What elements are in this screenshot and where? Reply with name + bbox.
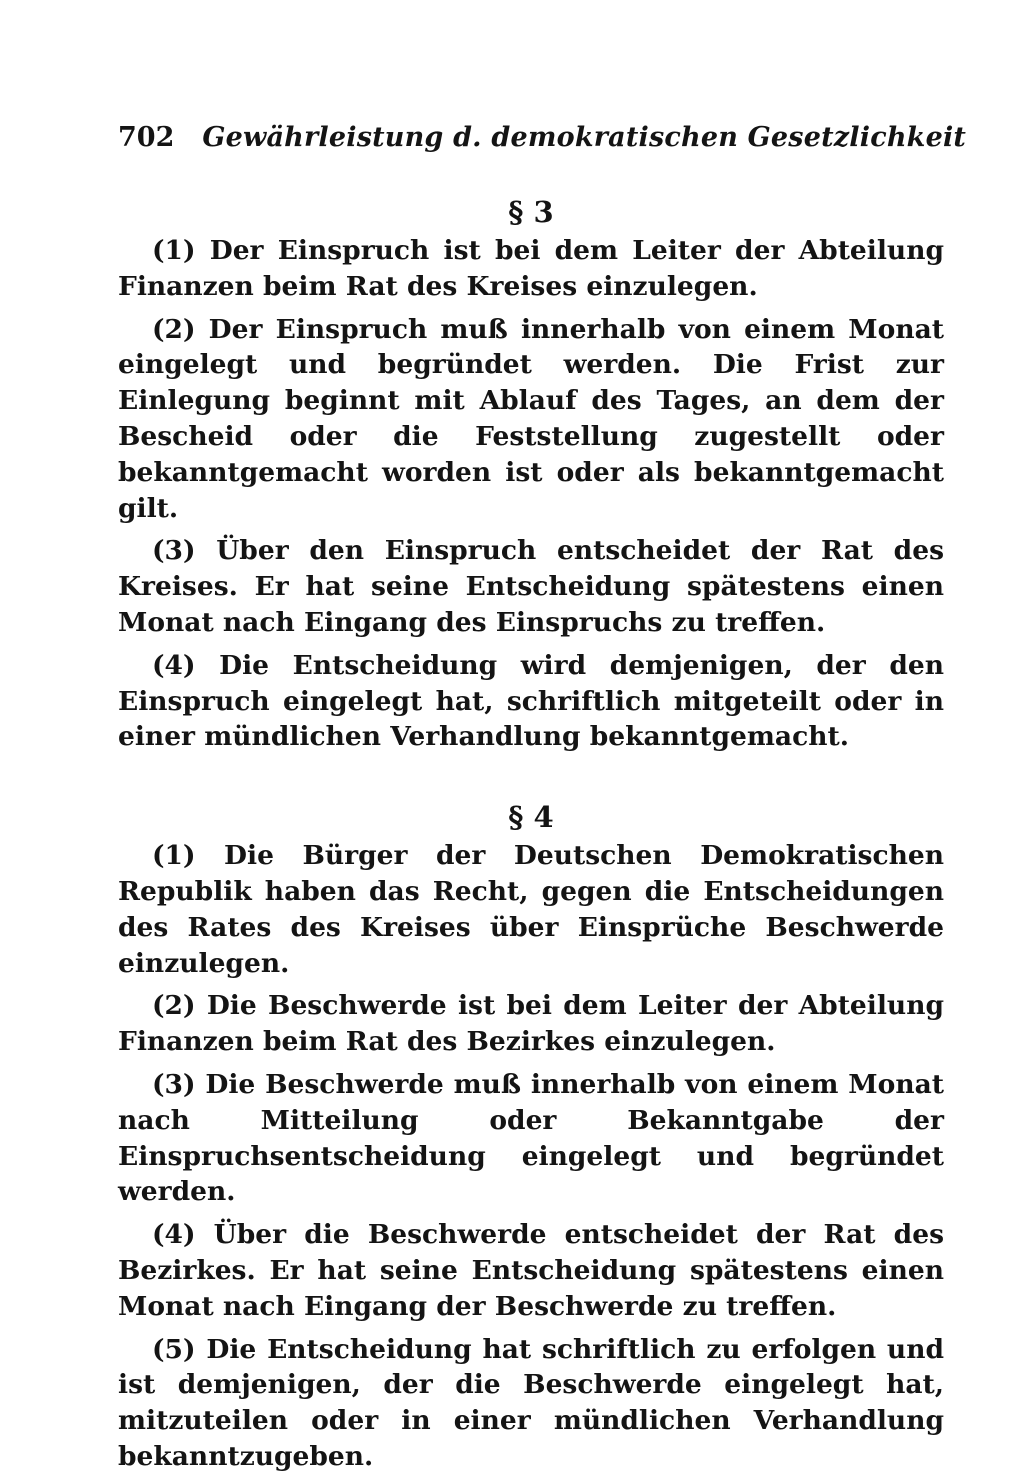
paragraph-4-2: (2) Die Beschwerde ist bei dem Leiter der Abteilung Finanzen beim Rat des Bezirkes einzulegen. <box>118 990 944 1058</box>
paragraph-3-3: (3) Über den Einspruch entscheidet der Rat des Kreises. Er hat seine Entscheidung spätestens einen Monat nach Eingang des Einspruchs zu treffen. <box>118 535 944 638</box>
document-page <box>118 118 967 1482</box>
paragraph-4-4: (4) Über die Beschwerde entscheidet der Rat des Bezirkes. Er hat seine Entscheidung spätestens einen Monat nach Eingang der Beschwerde zu treffen. <box>118 1219 944 1322</box>
paragraph-3-2: (2) Der Einspruch muß innerhalb von einem Monat eingelegt und begründet werden. Die Frist zur Einlegung beginnt mit Ablauf des Tages, an dem der Bescheid oder die Feststellung zugestellt oder bekanntgemacht worden ist oder als bekanntgemacht gilt. <box>118 313 944 524</box>
section-heading: § 4 <box>508 800 554 835</box>
page-number: 702 <box>118 122 175 153</box>
paragraph-4-1: (1) Die Bürger der Deutschen Demokratischen Republik haben das Recht, gegen die Entscheidungen des Rates des Kreises über Einsprüche Beschwerde einzulegen. <box>118 840 944 979</box>
section-4 <box>118 797 944 1475</box>
paragraph-3-1: (1) Der Einspruch ist bei dem Leiter der Abteilung Finanzen beim Rat des Kreises einzulegen. <box>118 235 944 302</box>
section-heading: § 3 <box>508 195 554 229</box>
paragraph-4-5: (5) Die Entscheidung hat schriftlich zu erfolgen und ist demjenigen, der die Beschwerde eingelegt hat, mitzuteilen oder in einer mündlichen Verhandlung bekanntzugeben. <box>118 1333 944 1472</box>
section-3 <box>118 192 944 755</box>
paragraph-3-4: (4) Die Entscheidung wird demjenigen, der den Einspruch eingelegt hat, schriftlich mitgeteilt oder in einer mündlichen Verhandlung bekanntgemacht. <box>118 649 944 753</box>
running-title: Gewährleistung d. demokratischen Gesetzlichkeit <box>202 122 967 153</box>
paragraph-4-3: (3) Die Beschwerde muß innerhalb von einem Monat nach Mitteilung oder Bekanntgabe der Einspruchsentscheidung eingelegt und begründet werden. <box>118 1068 944 1208</box>
page-header <box>118 118 967 158</box>
